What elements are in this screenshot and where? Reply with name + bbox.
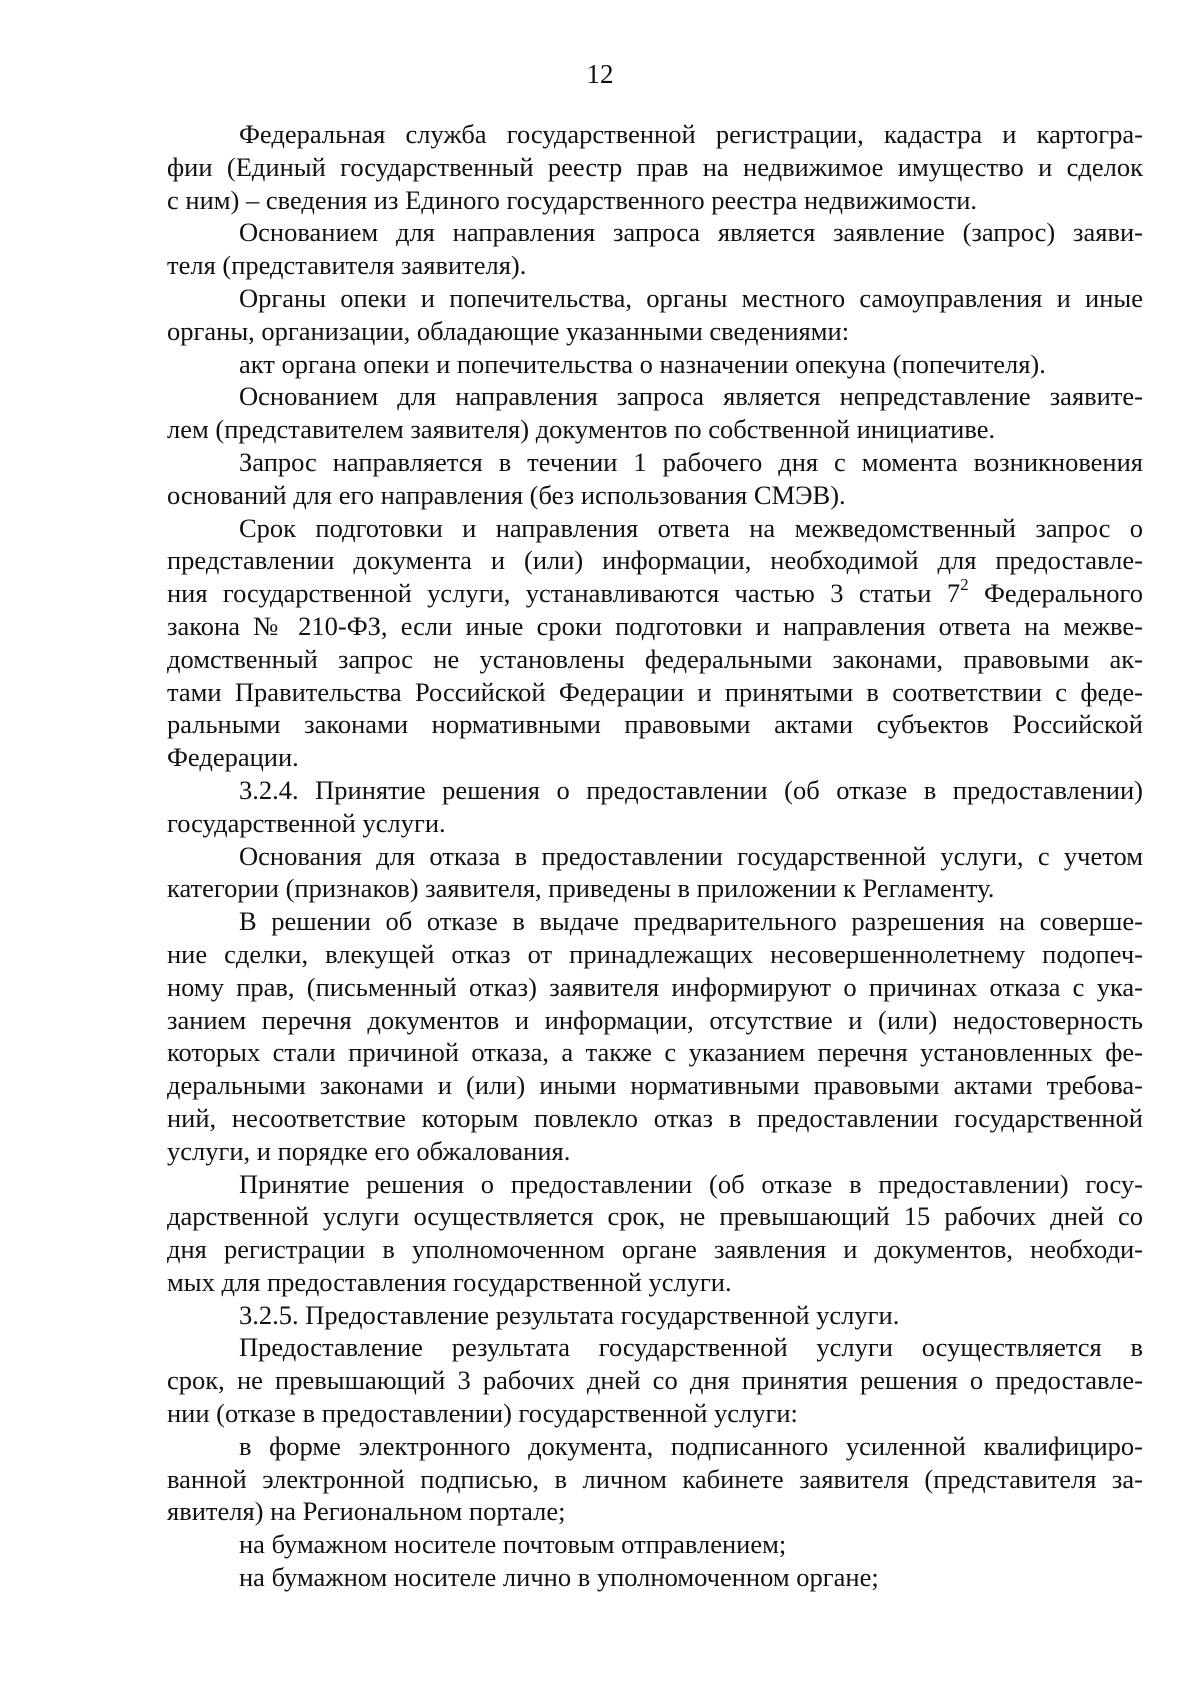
text-line: Запрос направляется в течении 1 рабочего дня с момента возникновения <box>239 446 1143 477</box>
text-line: Основанием для направления запроса является непредставление заявите- <box>239 381 1143 412</box>
text-line: на бумажном носителе почтовым отправлением; <box>239 1529 787 1560</box>
text-line: В решении об отказе в выдаче предварительного разрешения на соверше- <box>239 906 1143 937</box>
text-line: занием перечня документов и информации, отсутствие и (или) недостоверность <box>167 1004 1143 1035</box>
text-line: закона № 210-ФЗ, если иные сроки подготовки и направления ответа на межве- <box>167 610 1143 641</box>
text-line: деральными законами и (или) иными нормативными правовыми актами требова- <box>167 1070 1143 1101</box>
text-line: ние сделки, влекущей отказ от принадлежащих несовершеннолетнему подопеч- <box>167 938 1143 969</box>
text-line: категории (признаков) заявителя, приведены в приложении к Регламенту. <box>167 873 995 904</box>
text-line: теля (представителя заявителя). <box>167 250 527 281</box>
text-line <box>167 577 1143 610</box>
text-line: оснований для его направления (без использования СМЭВ). <box>167 479 846 510</box>
text-line: Принятие решения о предоставлении (об отказе в предоставлении) госу- <box>239 1168 1143 1199</box>
text-line: Предоставление результата государственной услуги осуществляется в <box>239 1332 1143 1363</box>
text-line: ному прав, (письменный отказ) заявителя информируют о причинах отказа с ука- <box>167 971 1143 1002</box>
document-body <box>167 118 1143 1594</box>
page-number: 12 <box>586 59 614 89</box>
text-line: 3.2.5. Предоставление результата государственной услуги. <box>239 1299 900 1330</box>
text-line: услуги, и порядке его обжалования. <box>167 1135 571 1166</box>
text-fragment: ния государственной услуги, устанавливаются частью 3 статьи 7 <box>167 578 961 609</box>
text-line: фии (Единый государственный реестр прав на недвижимое имущество и сделок <box>167 151 1143 182</box>
text-line: ний, несоответствие которым повлекло отказ в предоставлении государственной <box>167 1102 1143 1133</box>
text-line: государственной услуги. <box>167 807 446 838</box>
text-line: Федерации. <box>167 742 299 773</box>
text-line: органы, организации, обладающие указанными сведениями: <box>167 315 850 346</box>
text-line: акт органа опеки и попечительства о назначении опекуна (попечителя). <box>239 348 1046 379</box>
text-line: ванной электронной подписью, в личном кабинете заявителя (представителя за- <box>167 1463 1143 1494</box>
text-line: 3.2.4. Принятие решения о предоставлении (об отказе в предоставлении) <box>239 774 1143 805</box>
text-line: тами Правительства Российской Федерации и принятыми в соответствии с феде- <box>167 676 1143 707</box>
text-line: Федеральная служба государственной регистрации, кадастра и картогра- <box>239 119 1143 149</box>
text-line: Основания для отказа в предоставлении государственной услуги, с учетом <box>239 840 1143 871</box>
text-line: срок, не превышающий 3 рабочих дней со дня принятия решения о предоставле- <box>167 1365 1143 1396</box>
text-line: Основанием для направления запроса является заявление (запрос) заяви- <box>239 217 1143 248</box>
text-line: нии (отказе в предоставлении) государственной услуги: <box>167 1398 798 1429</box>
text-line: представлении документа и (или) информации, необходимой для предоставле- <box>167 545 1143 576</box>
text-line: в форме электронного документа, подписанного усиленной квалифициро- <box>239 1430 1143 1461</box>
text-line: Срок подготовки и направления ответа на межведомственный запрос о <box>239 512 1143 543</box>
text-line: на бумажном носителе лично в уполномоченном органе; <box>239 1562 879 1593</box>
superscript: 2 <box>960 575 969 595</box>
text-line: лем (представителем заявителя) документов по собственной инициативе. <box>167 414 996 445</box>
text-line: явителя) на Региональном портале; <box>167 1496 566 1527</box>
text-line: дарственной услуги осуществляется срок, не превышающий 15 рабочих дней со <box>167 1201 1143 1232</box>
text-line: ральными законами нормативными правовыми актами субъектов Российской <box>167 709 1143 740</box>
text-line: Органы опеки и попечительства, органы местного самоуправления и иные <box>239 282 1143 313</box>
text-line: с ним) – сведения из Единого государственного реестра недвижимости. <box>167 184 978 215</box>
text-line: домственный запрос не установлены федеральными законами, правовыми ак- <box>167 643 1143 674</box>
text-fragment: Федерального <box>968 578 1143 609</box>
text-line: которых стали причиной отказа, а также с указанием перечня установленных фе- <box>167 1037 1143 1068</box>
text-line: мых для предоставления государственной услуги. <box>167 1266 732 1297</box>
text-line: дня регистрации в уполномоченном органе заявления и документов, необходи- <box>167 1234 1143 1265</box>
